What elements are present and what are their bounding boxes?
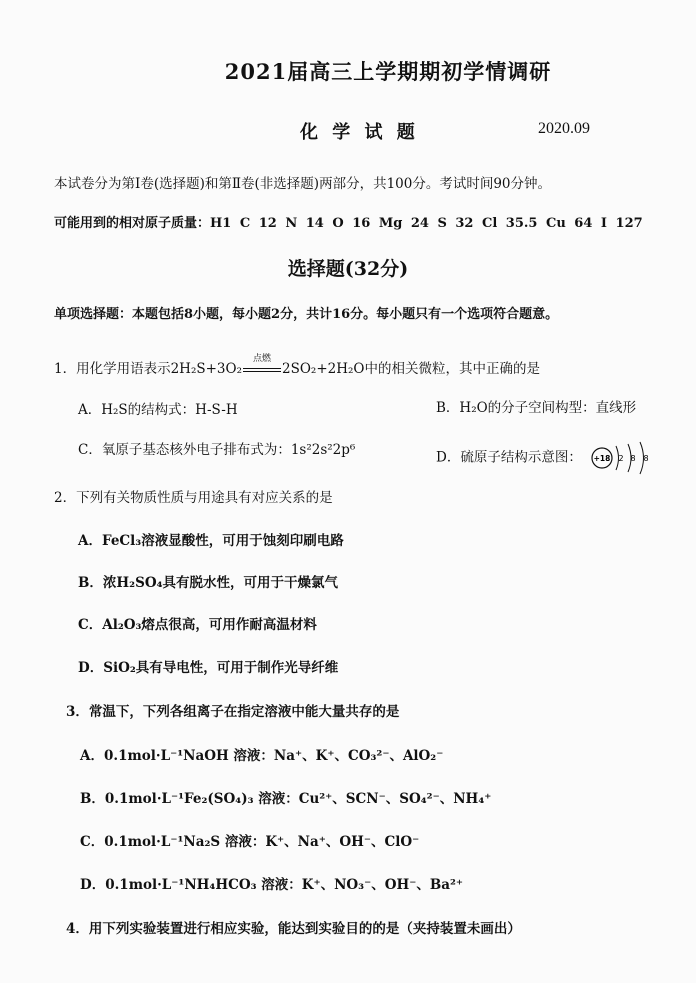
exam-date: 2020.09 [538,120,590,137]
q1-lead: 1．用化学用语表示2H₂S+3O₂ [54,361,242,377]
atom-nucleus-charge: +18 [593,454,611,463]
q3-option-b: B．0.1mol·L⁻¹Fe₂(SO₄)₃ 溶液：Cu²⁺、SCN⁻、SO₄²⁻、NH₄⁺ [80,791,492,807]
subject-title: 化 学 试 题 [300,122,419,143]
section-instructions: 单项选择题：本题包括8小题，每小题2分，共计16分。每小题只有一个选项符合题意。 [54,307,559,322]
atom-shell-1: 2 [618,454,624,463]
q2-option-c: C．Al₂O₃熔点很高，可用作耐高温材料 [78,617,317,633]
q2-option-d: D．SiO₂具有导电性，可用于制作光导纤维 [78,660,339,676]
exam-intro: 本试卷分为第Ⅰ卷(选择题)和第Ⅱ卷(非选择题)两部分，共100分。考试时间90分钟。 [54,176,552,192]
question-4-stem: 4．用下列实验装置进行相应实验，能达到实验目的的是（夹持装置未画出） [66,921,521,937]
atom-shell-2: 8 [630,454,636,463]
q1-option-b: B．H₂O的分子空间构型：直线形 [436,400,637,416]
section-title: 选择题(32分) [287,258,409,280]
question-1-stem [54,354,540,377]
exam-title: 2021届高三上学期期初学情调研 [224,59,552,84]
q1-option-a: A．H₂S的结构式：H-S-H [78,402,238,418]
reaction-arrow [242,354,282,377]
q3-option-d: D．0.1mol·L⁻¹NH₄HCO₃ 溶液：K⁺、NO₃⁻、OH⁻、Ba²⁺ [80,877,464,893]
q1-option-d-label: D．硫原子结构示意图： [436,449,582,466]
question-3-stem: 3．常温下，下列各组离子在指定溶液中能大量共存的是 [66,704,400,720]
q1-tail: 2SO₂+2H₂O中的相关微粒，其中正确的是 [282,361,540,377]
reaction-condition: 点燃 [252,354,271,364]
q3-option-a: A．0.1mol·L⁻¹NaOH 溶液：Na⁺、K⁺、CO₃²⁻、AlO₂⁻ [80,748,444,764]
question-2-stem: 2．下列有关物质性质与用途具有对应关系的是 [54,490,333,506]
q2-option-a: A．FeCl₃溶液显酸性，可用于蚀刻印刷电路 [78,533,344,549]
atom-shell-3: 8 [643,454,649,463]
q1-option-d [436,438,656,478]
q2-option-b: B．浓H₂SO₄具有脱水性，可用于干燥氯气 [78,575,338,591]
atomic-masses: 可能用到的相对原子质量：H1 C 12 N 14 O 16 Mg 24 S 32 Cl 35.5 Cu 64 I 127 [54,216,643,231]
q3-option-c: C．0.1mol·L⁻¹Na₂S 溶液：K⁺、Na⁺、OH⁻、ClO⁻ [80,834,420,850]
sulfur-atom-diagram-icon [590,438,656,478]
q1-option-c: C．氧原子基态核外电子排布式为：1s²2s²2p⁶ [78,442,356,458]
